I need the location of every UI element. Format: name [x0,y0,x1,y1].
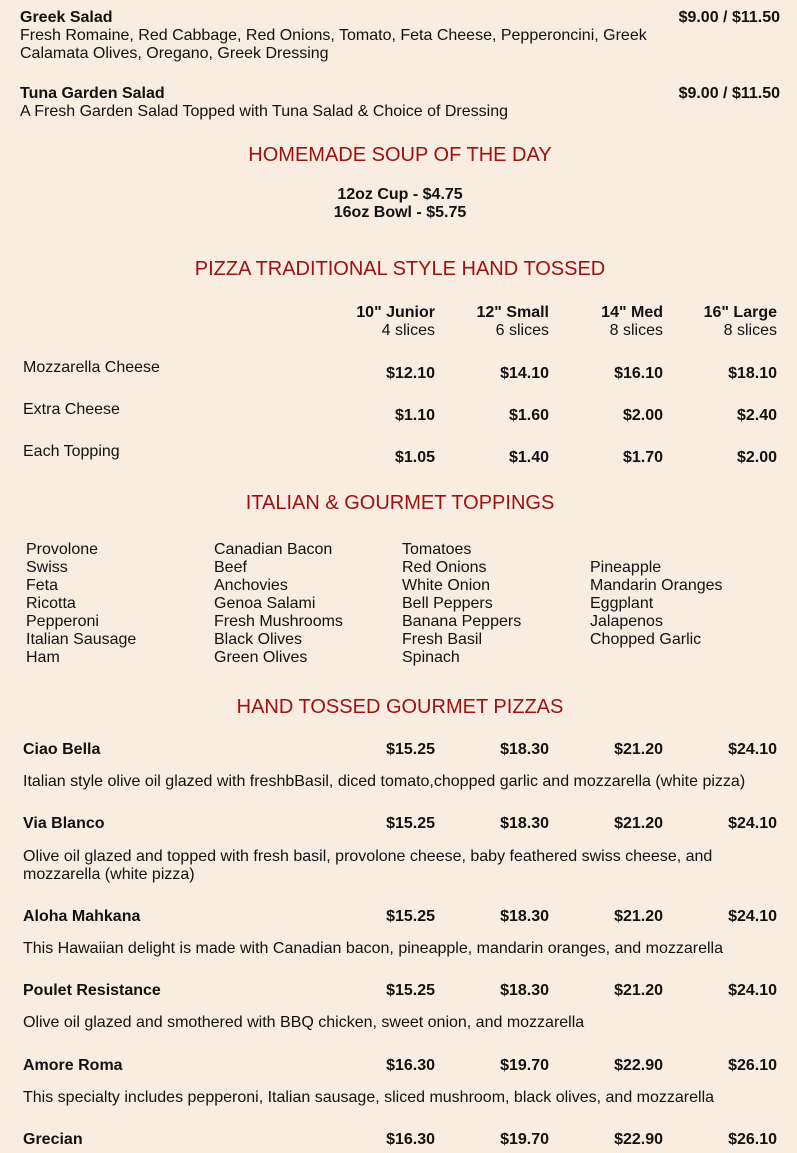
pizza-name: Amore Roma [23,1057,123,1074]
soup-heading: HOMEMADE SOUP OF THE DAY [248,144,552,166]
item-price: $9.00 / $11.50 [678,85,780,102]
pizza-description: Olive oil glazed and smothered with BBQ chicken, sweet onion, and mozzarella [23,1014,585,1031]
price-cell: $24.10 [728,741,777,758]
price-cell: $14.10 [500,365,549,382]
size-name: 14" Med [601,304,663,321]
item-description: Fresh Romaine, Red Cabbage, Red Onions, Tomato, Feta Cheese, Pepperoncini, Greek Calamata Olives, Oregano, Greek Dressing [20,27,647,62]
price-cell: $2.40 [736,407,777,424]
price-cell: $1.60 [508,407,549,424]
pizza-heading: PIZZA TRADITIONAL STYLE HAND TOSSED [194,258,606,280]
pizza-name: Grecian [23,1131,83,1148]
item-name: Tuna Garden Salad [20,85,165,102]
price-cell: $21.20 [614,815,663,832]
size-column-large [657,304,777,340]
topping-item: Swiss [26,559,68,576]
toppings-column-vegetables [402,541,521,667]
price-cell: $19.70 [500,1131,549,1148]
price-cell: $18.30 [500,982,549,999]
price-cell: $15.25 [386,982,435,999]
price-cell: $21.20 [614,741,663,758]
topping-item: Genoa Salami [214,595,316,612]
price-cell: $15.25 [386,815,435,832]
pizza-name: Via Blanco [23,815,105,832]
size-name: 12" Small [476,304,549,321]
price-cell: $16.10 [614,365,663,382]
price-cell: $1.70 [622,449,663,466]
price-cell: $1.10 [394,407,435,424]
gourmet-pizza-poulet-resistance [0,982,797,1002]
size-column-small [429,304,549,340]
price-cell: $16.30 [386,1057,435,1074]
price-row-mozzarella [0,359,797,382]
size-slices: 4 slices [381,322,435,339]
price-row-extra-cheese [0,401,797,424]
topping-item: Italian Sausage [26,631,137,648]
size-slices: 8 slices [609,322,663,339]
price-cell: $18.10 [728,365,777,382]
topping-item: Fresh Basil [402,631,483,648]
price-cell: $21.20 [614,908,663,925]
item-name: Greek Salad [20,9,113,26]
gourmet-pizza-ciao-bella [0,741,797,761]
price-cell: $16.30 [386,1131,435,1148]
topping-item: Provolone [26,541,99,558]
soup-bowl-price: 16oz Bowl - $5.75 [333,204,467,221]
topping-item: Banana Peppers [402,613,522,630]
price-cell: $24.10 [728,982,777,999]
topping-item: Ricotta [26,595,76,612]
size-name: 10" Junior [356,304,435,321]
pizza-description: Olive oil glazed and topped with fresh basil, provolone cheese, baby feathered swiss cheese, and mozzarella (white pizza) [23,848,713,883]
size-slices: 8 slices [723,322,777,339]
row-label: Extra Cheese [23,401,120,418]
price-cell: $26.10 [728,1131,777,1148]
topping-item: Mandarin Oranges [590,577,723,594]
item-description: A Fresh Garden Salad Topped with Tuna Salad & Choice of Dressing [20,103,508,120]
price-cell: $15.25 [386,908,435,925]
gourmet-pizza-aloha-mahkana [0,908,797,928]
price-cell: $18.30 [500,908,549,925]
price-cell: $18.30 [500,741,549,758]
menu-item-greek-salad [20,9,780,63]
topping-item: Anchovies [214,577,288,594]
topping-item: Fresh Mushrooms [214,613,343,630]
toppings-column-meats [214,541,343,667]
topping-item: Beef [214,559,247,576]
topping-item: Spinach [402,649,460,666]
pizza-name: Poulet Resistance [23,982,161,999]
topping-item: Jalapenos [590,613,663,630]
price-cell: $22.90 [614,1057,663,1074]
price-cell: $24.10 [728,908,777,925]
price-cell: $26.10 [728,1057,777,1074]
topping-item: White Onion [402,577,491,594]
gourmet-pizza-grecian [0,1131,797,1151]
price-cell: $21.20 [614,982,663,999]
gourmet-pizza-amore-roma [0,1057,797,1077]
gourmet-heading: HAND TOSSED GOURMET PIZZAS [236,696,564,718]
topping-item: Green Olives [214,649,308,666]
pizza-name: Ciao Bella [23,741,101,758]
topping-item: Feta [26,577,59,594]
pizza-description: This Hawaiian delight is made with Canadian bacon, pineapple, mandarin oranges, and mozzarella [23,940,723,957]
menu-item-tuna-garden-salad [20,85,780,121]
topping-item: Bell Peppers [402,595,493,612]
soup-cup-price: 12oz Cup - $4.75 [337,186,463,203]
topping-item: Pepperoni [26,613,99,630]
price-cell: $12.10 [386,365,435,382]
price-cell: $19.70 [500,1057,549,1074]
topping-item: Eggplant [590,595,654,612]
topping-item: Tomatoes [402,541,472,558]
price-row-each-topping [0,443,797,466]
row-label: Each Topping [23,443,120,460]
size-slices: 6 slices [495,322,549,339]
pizza-size-header [0,304,797,344]
topping-item: Pineapple [590,559,662,576]
toppings-column-meats-cheeses [26,541,136,667]
pizza-name: Aloha Mahkana [23,908,141,925]
size-column-junior [315,304,435,340]
size-column-med [543,304,663,340]
topping-item: Ham [26,649,60,666]
pizza-description: This specialty includes pepperoni, Italian sausage, sliced mushroom, black olives, and mozzarella [23,1089,715,1106]
pizza-description: Italian style olive oil glazed with freshbBasil, diced tomato,chopped garlic and mozzarella (white pizza) [23,773,746,790]
item-price: $9.00 / $11.50 [678,9,780,26]
price-cell: $1.05 [394,449,435,466]
gourmet-pizza-via-blanco [0,815,797,835]
price-cell: $22.90 [614,1131,663,1148]
toppings-column-specialty [590,559,723,649]
price-cell: $1.40 [508,449,549,466]
price-cell: $2.00 [622,407,663,424]
price-cell: $24.10 [728,815,777,832]
topping-item: Red Onions [402,559,487,576]
topping-item: Chopped Garlic [590,631,702,648]
toppings-heading: ITALIAN & GOURMET TOPPINGS [245,492,555,514]
topping-item: Canadian Bacon [214,541,333,558]
price-cell: $2.00 [736,449,777,466]
row-label: Mozzarella Cheese [23,359,160,376]
topping-item: Black Olives [214,631,303,648]
size-name: 16" Large [703,304,777,321]
price-cell: $15.25 [386,741,435,758]
price-cell: $18.30 [500,815,549,832]
